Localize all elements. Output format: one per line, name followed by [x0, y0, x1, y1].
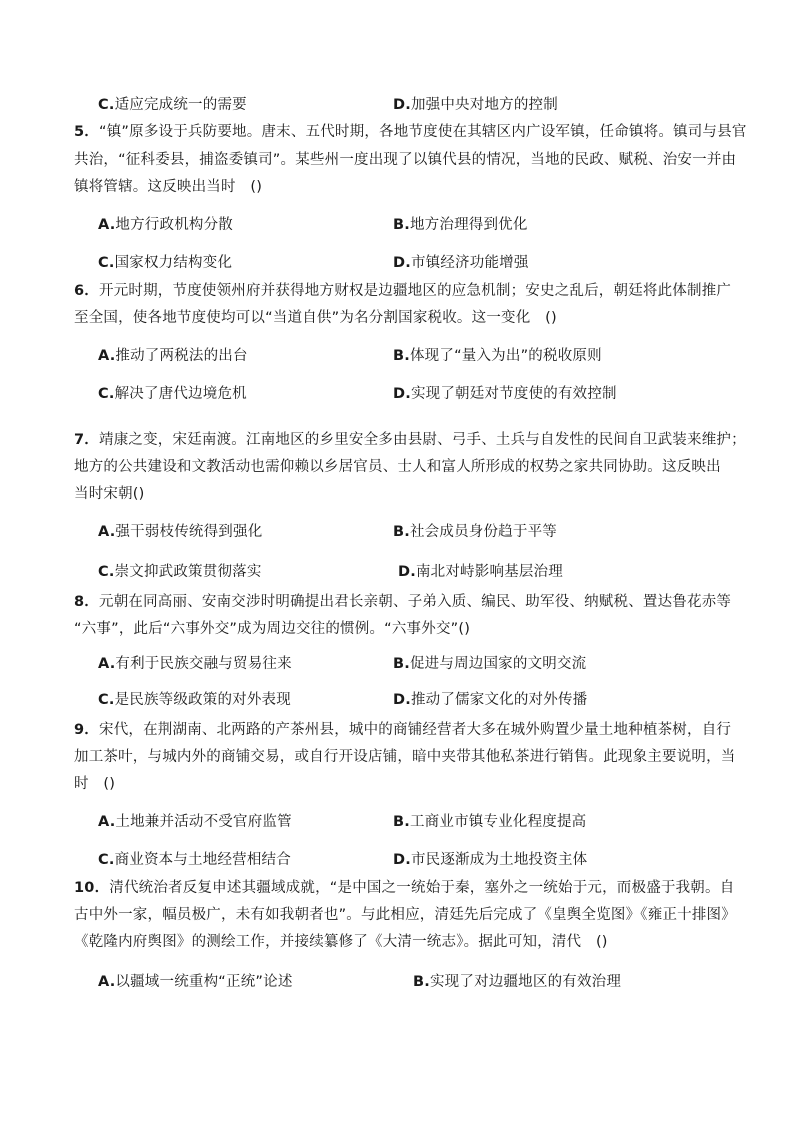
question-9-stem-line-3: 时 ()	[74, 776, 116, 792]
option-text: 强干弱枝传统得到强化	[115, 524, 263, 540]
option-letter: A.	[98, 814, 116, 830]
option-letter: D.	[398, 564, 416, 580]
option-letter: B.	[393, 524, 410, 540]
option-text: 是民族等级政策的对外表现	[114, 692, 291, 708]
option-9d	[393, 850, 587, 870]
option-text: 社会成员身份趋于平等	[409, 524, 557, 540]
stem-text: 清代统治者反复申述其疆域成就，“是中国之一统始于秦，塞外之一统始于元，而极盛于我朝。自	[109, 880, 735, 896]
option-text: 适应完成统一的需要	[114, 97, 247, 113]
option-letter: D.	[393, 386, 411, 402]
option-letter: A.	[98, 524, 116, 540]
option-text: 推动了两税法的出台	[115, 348, 248, 364]
option-text: 市民逐渐成为土地投资主体	[410, 852, 588, 868]
option-6c	[98, 384, 247, 404]
option-5a	[98, 215, 233, 235]
option-8d	[393, 690, 587, 710]
question-number: 8．	[74, 594, 99, 610]
option-text: 有利于民族交融与贸易往来	[115, 656, 292, 672]
option-5d	[393, 253, 529, 273]
option-text: 实现了朝廷对节度使的有效控制	[410, 386, 617, 402]
stem-text: 宋代，在荆湖南、北两路的产茶州县，城中的商铺经营者大多在城外购置少量土地种植茶树，自行	[99, 722, 732, 738]
option-text: 崇文抑武政策贯彻落实	[114, 564, 262, 580]
option-8a	[98, 654, 292, 674]
option-8b	[393, 654, 586, 674]
option-7c	[98, 562, 262, 582]
stem-text: 靖康之变，宋廷南渡。江南地区的乡里安全多由县尉、弓手、土兵与自发性的民间自卫武装来维护；	[99, 432, 746, 448]
stem-text: 开元时期，节度使领州府并获得地方财权是边疆地区的应急机制；安史之乱后，朝廷将此体制推广	[99, 283, 732, 299]
question-10-stem-line-3: 《乾隆内府舆图》的测绘工作，并接续纂修了《大清一统志》。据此可知，清代 ()	[74, 934, 608, 950]
option-6b	[393, 346, 602, 366]
option-text: 商业资本与土地经营相结合	[114, 852, 291, 868]
option-9b	[393, 812, 586, 832]
stem-text: “镇”原多设于兵防要地。唐末、五代时期，各地节度使在其辖区内广设军镇，任命镇将。镇司与县官	[99, 124, 747, 140]
option-7b	[393, 522, 557, 542]
option-text: 促进与周边国家的文明交流	[409, 656, 587, 672]
option-letter: B.	[393, 656, 410, 672]
question-8-stem-line-2: “六事”，此后“六事外交”成为周边交往的惯例。“六事外交”()	[74, 621, 471, 637]
option-text: 南北对峙影响基层治理	[415, 564, 563, 580]
option-text: 工商业市镇专业化程度提高	[409, 814, 587, 830]
option-letter: D.	[393, 255, 411, 271]
question-7-stem-line-1	[74, 430, 746, 450]
option-6d	[393, 384, 617, 404]
option-text: 地方治理得到优化	[409, 217, 528, 233]
option-text: 实现了对边疆地区的有效治理	[429, 974, 622, 990]
option-letter: D.	[393, 852, 411, 868]
option-5b	[393, 215, 528, 235]
option-letter: C.	[98, 852, 115, 868]
stem-text: 元朝在同高丽、安南交涉时明确提出君长亲朝、子弟入质、编民、助军役、纳赋税、置达鲁花赤等	[99, 594, 732, 610]
option-letter: B.	[393, 348, 410, 364]
question-number: 9．	[74, 722, 99, 738]
question-5-stem-line-3: 镇将管辖。这反映出当时 ()	[74, 179, 263, 195]
question-5-stem-line-1	[74, 122, 747, 142]
question-10-stem-line-2: 古中外一家，幅员极广，未有如我朝者也”。与此相应，清廷先后完成了《皇舆全览图》《雍正十排图》	[74, 907, 736, 923]
option-10a	[98, 972, 293, 992]
option-text: 国家权力结构变化	[114, 255, 233, 271]
option-letter: C.	[98, 255, 115, 271]
question-6-stem-line-2: 至全国，使各地节度使均可以“当道自供”为名分割国家税收。这一变化 ()	[74, 310, 557, 326]
question-8-stem-line-1	[74, 592, 734, 612]
question-9-stem-line-2: 加工茶叶，与城内外的商铺交易，或自行开设店铺，暗中夹带其他私茶进行销售。此现象主要说明，当	[74, 749, 736, 765]
option-8c	[98, 690, 291, 710]
option-text: 土地兼并活动不受官府监管	[115, 814, 292, 830]
option-text: 加强中央对地方的控制	[410, 97, 558, 113]
question-number: 6．	[74, 283, 99, 299]
option-letter: C.	[98, 97, 115, 113]
option-9a	[98, 812, 292, 832]
option-10b	[413, 972, 621, 992]
option-7d	[398, 562, 563, 582]
option-text: 体现了“量入为出”的税收原则	[409, 348, 602, 364]
option-letter: C.	[98, 564, 115, 580]
option-letter: D.	[393, 692, 411, 708]
question-7-stem-line-3: 当时宋朝()	[74, 486, 145, 502]
question-number: 10．	[74, 880, 110, 896]
option-letter: A.	[98, 217, 116, 233]
option-text: 地方行政机构分散	[115, 217, 234, 233]
question-7-stem-line-2: 地方的公共建设和文教活动也需仰赖以乡居官员、士人和富人所形成的权势之家共同协助。这反映出	[74, 459, 721, 475]
option-letter: B.	[413, 974, 430, 990]
option-7a	[98, 522, 262, 542]
option-5c	[98, 253, 232, 273]
option-text: 市镇经济功能增强	[410, 255, 529, 271]
option-text: 解决了唐代边境危机	[114, 386, 247, 402]
question-9-stem-line-1	[74, 720, 734, 740]
option-letter: C.	[98, 386, 115, 402]
question-10-stem-line-1	[74, 878, 734, 898]
option-letter: B.	[393, 217, 410, 233]
question-number: 7．	[74, 432, 99, 448]
option-6a	[98, 346, 248, 366]
option-letter: A.	[98, 656, 116, 672]
option-4d	[393, 95, 558, 115]
option-letter: A.	[98, 974, 116, 990]
question-number: 5．	[74, 124, 99, 140]
option-text: 以疆域一统重构“正统”论述	[115, 974, 293, 990]
option-letter: B.	[393, 814, 410, 830]
option-letter: A.	[98, 348, 116, 364]
question-5-stem-line-2: 共治，“征科委县，捕盗委镇司”。某些州一度出现了以镇代县的情况，当地的民政、赋税、治安一并由	[74, 152, 737, 168]
question-6-stem-line-1	[74, 281, 734, 301]
option-letter: D.	[393, 97, 411, 113]
option-text: 推动了儒家文化的对外传播	[410, 692, 588, 708]
option-4c	[98, 95, 247, 115]
option-9c	[98, 850, 291, 870]
option-letter: C.	[98, 692, 115, 708]
